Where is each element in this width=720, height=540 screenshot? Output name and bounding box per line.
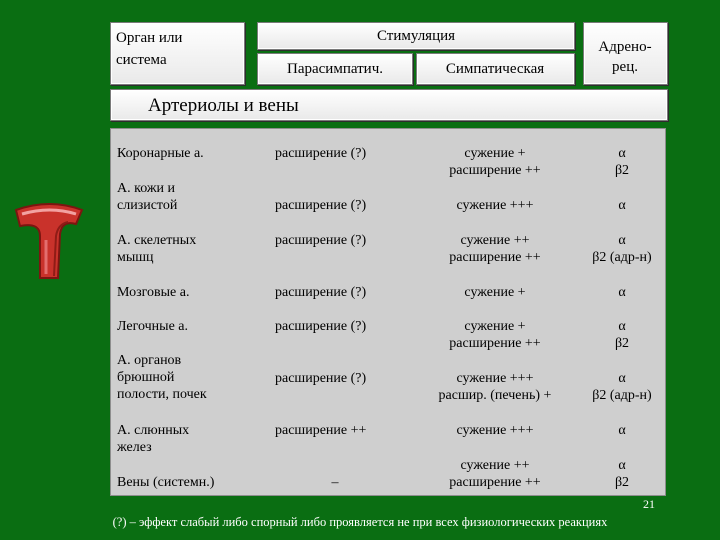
row-symp-line1: сужение + bbox=[464, 285, 526, 300]
row-symp-line1: сужение +++ bbox=[456, 198, 534, 213]
row-organ-line2: слизистой bbox=[117, 198, 178, 213]
row-para: расширение (?) bbox=[275, 198, 367, 213]
row-symp-line1: сужение + bbox=[464, 146, 526, 161]
table-body bbox=[110, 128, 666, 496]
header-organ-line2: система bbox=[116, 52, 167, 68]
row-para: – bbox=[331, 475, 339, 490]
row-symp-line1: сужение ++ bbox=[460, 233, 530, 248]
row-symp-line2: расширение ++ bbox=[449, 250, 541, 265]
row-organ-line2: мышц bbox=[117, 250, 154, 265]
row-organ-line1: А. кожи и bbox=[117, 181, 176, 196]
row-adr-line2: β2 (адр-н) bbox=[592, 250, 652, 265]
header-adreno-line2: рец. bbox=[612, 59, 638, 75]
artery-icon bbox=[10, 200, 88, 282]
row-organ: Коронарные а. bbox=[117, 146, 204, 161]
row-symp-line2: расширение ++ bbox=[449, 336, 541, 351]
row-adr-line2: β2 (адр-н) bbox=[592, 388, 652, 403]
header-organ-line1: Орган или bbox=[116, 30, 183, 46]
row-symp-line2: расширение ++ bbox=[449, 475, 541, 490]
row-para: расширение (?) bbox=[275, 371, 367, 386]
row-organ: Легочные а. bbox=[117, 319, 189, 334]
row-organ: Мозговые а. bbox=[117, 285, 190, 300]
header-parasympathetic: Парасимпатич. bbox=[287, 61, 383, 77]
row-para: расширение (?) bbox=[275, 285, 367, 300]
row-para: расширение (?) bbox=[275, 233, 367, 248]
row-para: расширение (?) bbox=[275, 319, 367, 334]
section-title: Артериолы и вены bbox=[148, 95, 299, 116]
row-organ-line1: А. слюнных bbox=[117, 423, 190, 438]
row-symp-line1: сужение ++ bbox=[460, 458, 530, 473]
row-adr-line1: α bbox=[618, 146, 626, 161]
row-organ: Вены (системн.) bbox=[117, 475, 215, 490]
row-adr-line1: α bbox=[618, 319, 626, 334]
row-organ-line1: А. органов bbox=[117, 353, 182, 368]
row-para: расширение (?) bbox=[275, 146, 367, 161]
row-symp-line1: сужение +++ bbox=[456, 423, 534, 438]
row-adr-line1: α bbox=[618, 371, 626, 386]
header-adreno-line1: Адрено- bbox=[598, 39, 652, 55]
row-symp-line2: расшир. (печень) + bbox=[438, 388, 552, 403]
row-adr-line1: α bbox=[618, 233, 626, 248]
header-stimulation: Стимуляция bbox=[376, 28, 456, 44]
row-organ-line1: А. скелетных bbox=[117, 233, 197, 248]
row-adr-line2: β2 bbox=[614, 336, 630, 351]
row-organ-line3: полости, почек bbox=[117, 387, 207, 402]
header-sympathetic: Симпатическая bbox=[445, 61, 545, 77]
footnote: (?) – эффект слабый либо спорный либо проявляется не при всех физиологических реакциях bbox=[112, 515, 608, 529]
row-adr-line2: β2 bbox=[614, 475, 630, 490]
row-para: расширение ++ bbox=[275, 423, 367, 438]
row-symp-line2: расширение ++ bbox=[449, 163, 541, 178]
row-adr-line1: α bbox=[618, 198, 626, 213]
page-number: 21 bbox=[643, 497, 655, 511]
row-symp-line1: сужение + bbox=[464, 319, 526, 334]
row-organ-line2: желез bbox=[117, 440, 152, 455]
row-adr-line1: α bbox=[618, 285, 626, 300]
row-adr-line1: α bbox=[618, 423, 626, 438]
row-adr-line1: α bbox=[618, 458, 626, 473]
row-organ-line2: брюшной bbox=[117, 370, 175, 385]
row-symp-line1: сужение +++ bbox=[456, 371, 534, 386]
row-adr-line2: β2 bbox=[614, 163, 630, 178]
